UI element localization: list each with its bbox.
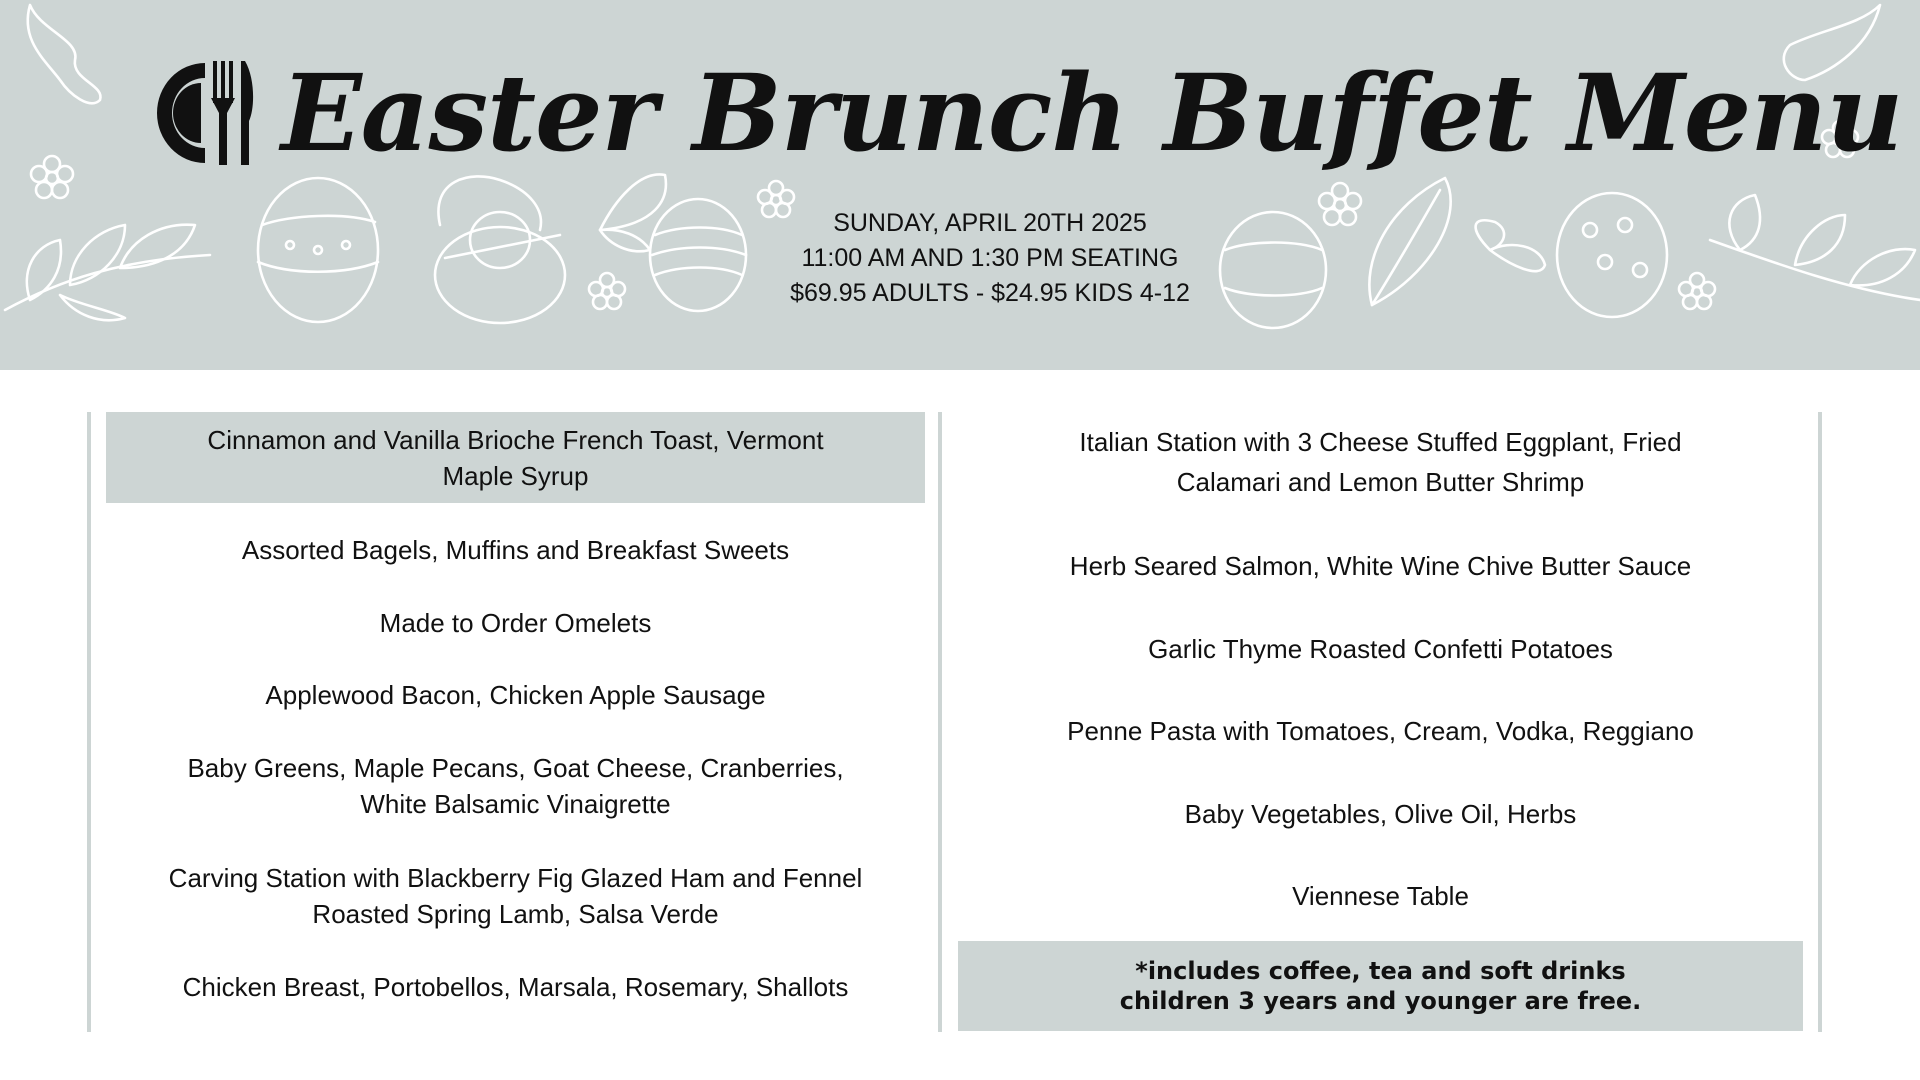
menu-item: Applewood Bacon, Chicken Apple Sausage [265, 680, 766, 710]
menu-item: Carving Station with Blackberry Fig Glazed Ham and Fennel Roasted Spring Lamb, Salsa Verde [168, 863, 863, 929]
footnote-panel [958, 941, 1803, 1031]
menu-item: Assorted Bagels, Muffins and Breakfast Sweets [241, 535, 790, 565]
menu-item: Baby Greens, Maple Pecans, Goat Cheese, Cranberries, White Balsamic Vinaigrette [187, 753, 844, 819]
event-info [740, 206, 1240, 311]
menu-item: Penne Pasta with Tomatoes, Cream, Vodka, Reggiano [1067, 716, 1694, 746]
menu-column-right [958, 412, 1803, 1032]
menu-item: Baby Vegetables, Olive Oil, Herbs [1184, 799, 1577, 829]
event-seating-times: 11:00 AM AND 1:30 PM SEATING [801, 244, 1179, 272]
menu-column-left [106, 412, 925, 1032]
event-date: SUNDAY, APRIL 20TH 2025 [833, 209, 1147, 237]
menu-item: Viennese Table [1292, 881, 1469, 911]
footnote-children: children 3 years and younger are free. [1119, 987, 1642, 1015]
title-row [155, 38, 1903, 188]
menu-item: Made to Order Omelets [379, 608, 652, 638]
plate-fork-knife-icon [155, 53, 265, 173]
column-divider-middle [938, 412, 942, 1032]
menu-item-highlighted: Cinnamon and Vanilla Brioche French Toast, Vermont Maple Syrup [106, 412, 925, 503]
event-prices: $69.95 ADULTS - $24.95 KIDS 4-12 [790, 279, 1190, 307]
menu-item: Chicken Breast, Portobellos, Marsala, Rosemary, Shallots [182, 972, 849, 1002]
footnote-drinks: *includes coffee, tea and soft drinks [1135, 957, 1626, 985]
column-divider-left [87, 412, 91, 1032]
header-banner [0, 0, 1920, 370]
menu-item: Italian Station with 3 Cheese Stuffed Eggplant, Fried Calamari and Lemon Butter Shrimp [1079, 427, 1682, 497]
menu-title: Easter Brunch Buffet Menu [281, 50, 1903, 175]
menu-item: Garlic Thyme Roasted Confetti Potatoes [1148, 634, 1613, 664]
menu-item: Herb Seared Salmon, White Wine Chive Butter Sauce [1069, 551, 1692, 581]
column-divider-right [1818, 412, 1822, 1032]
